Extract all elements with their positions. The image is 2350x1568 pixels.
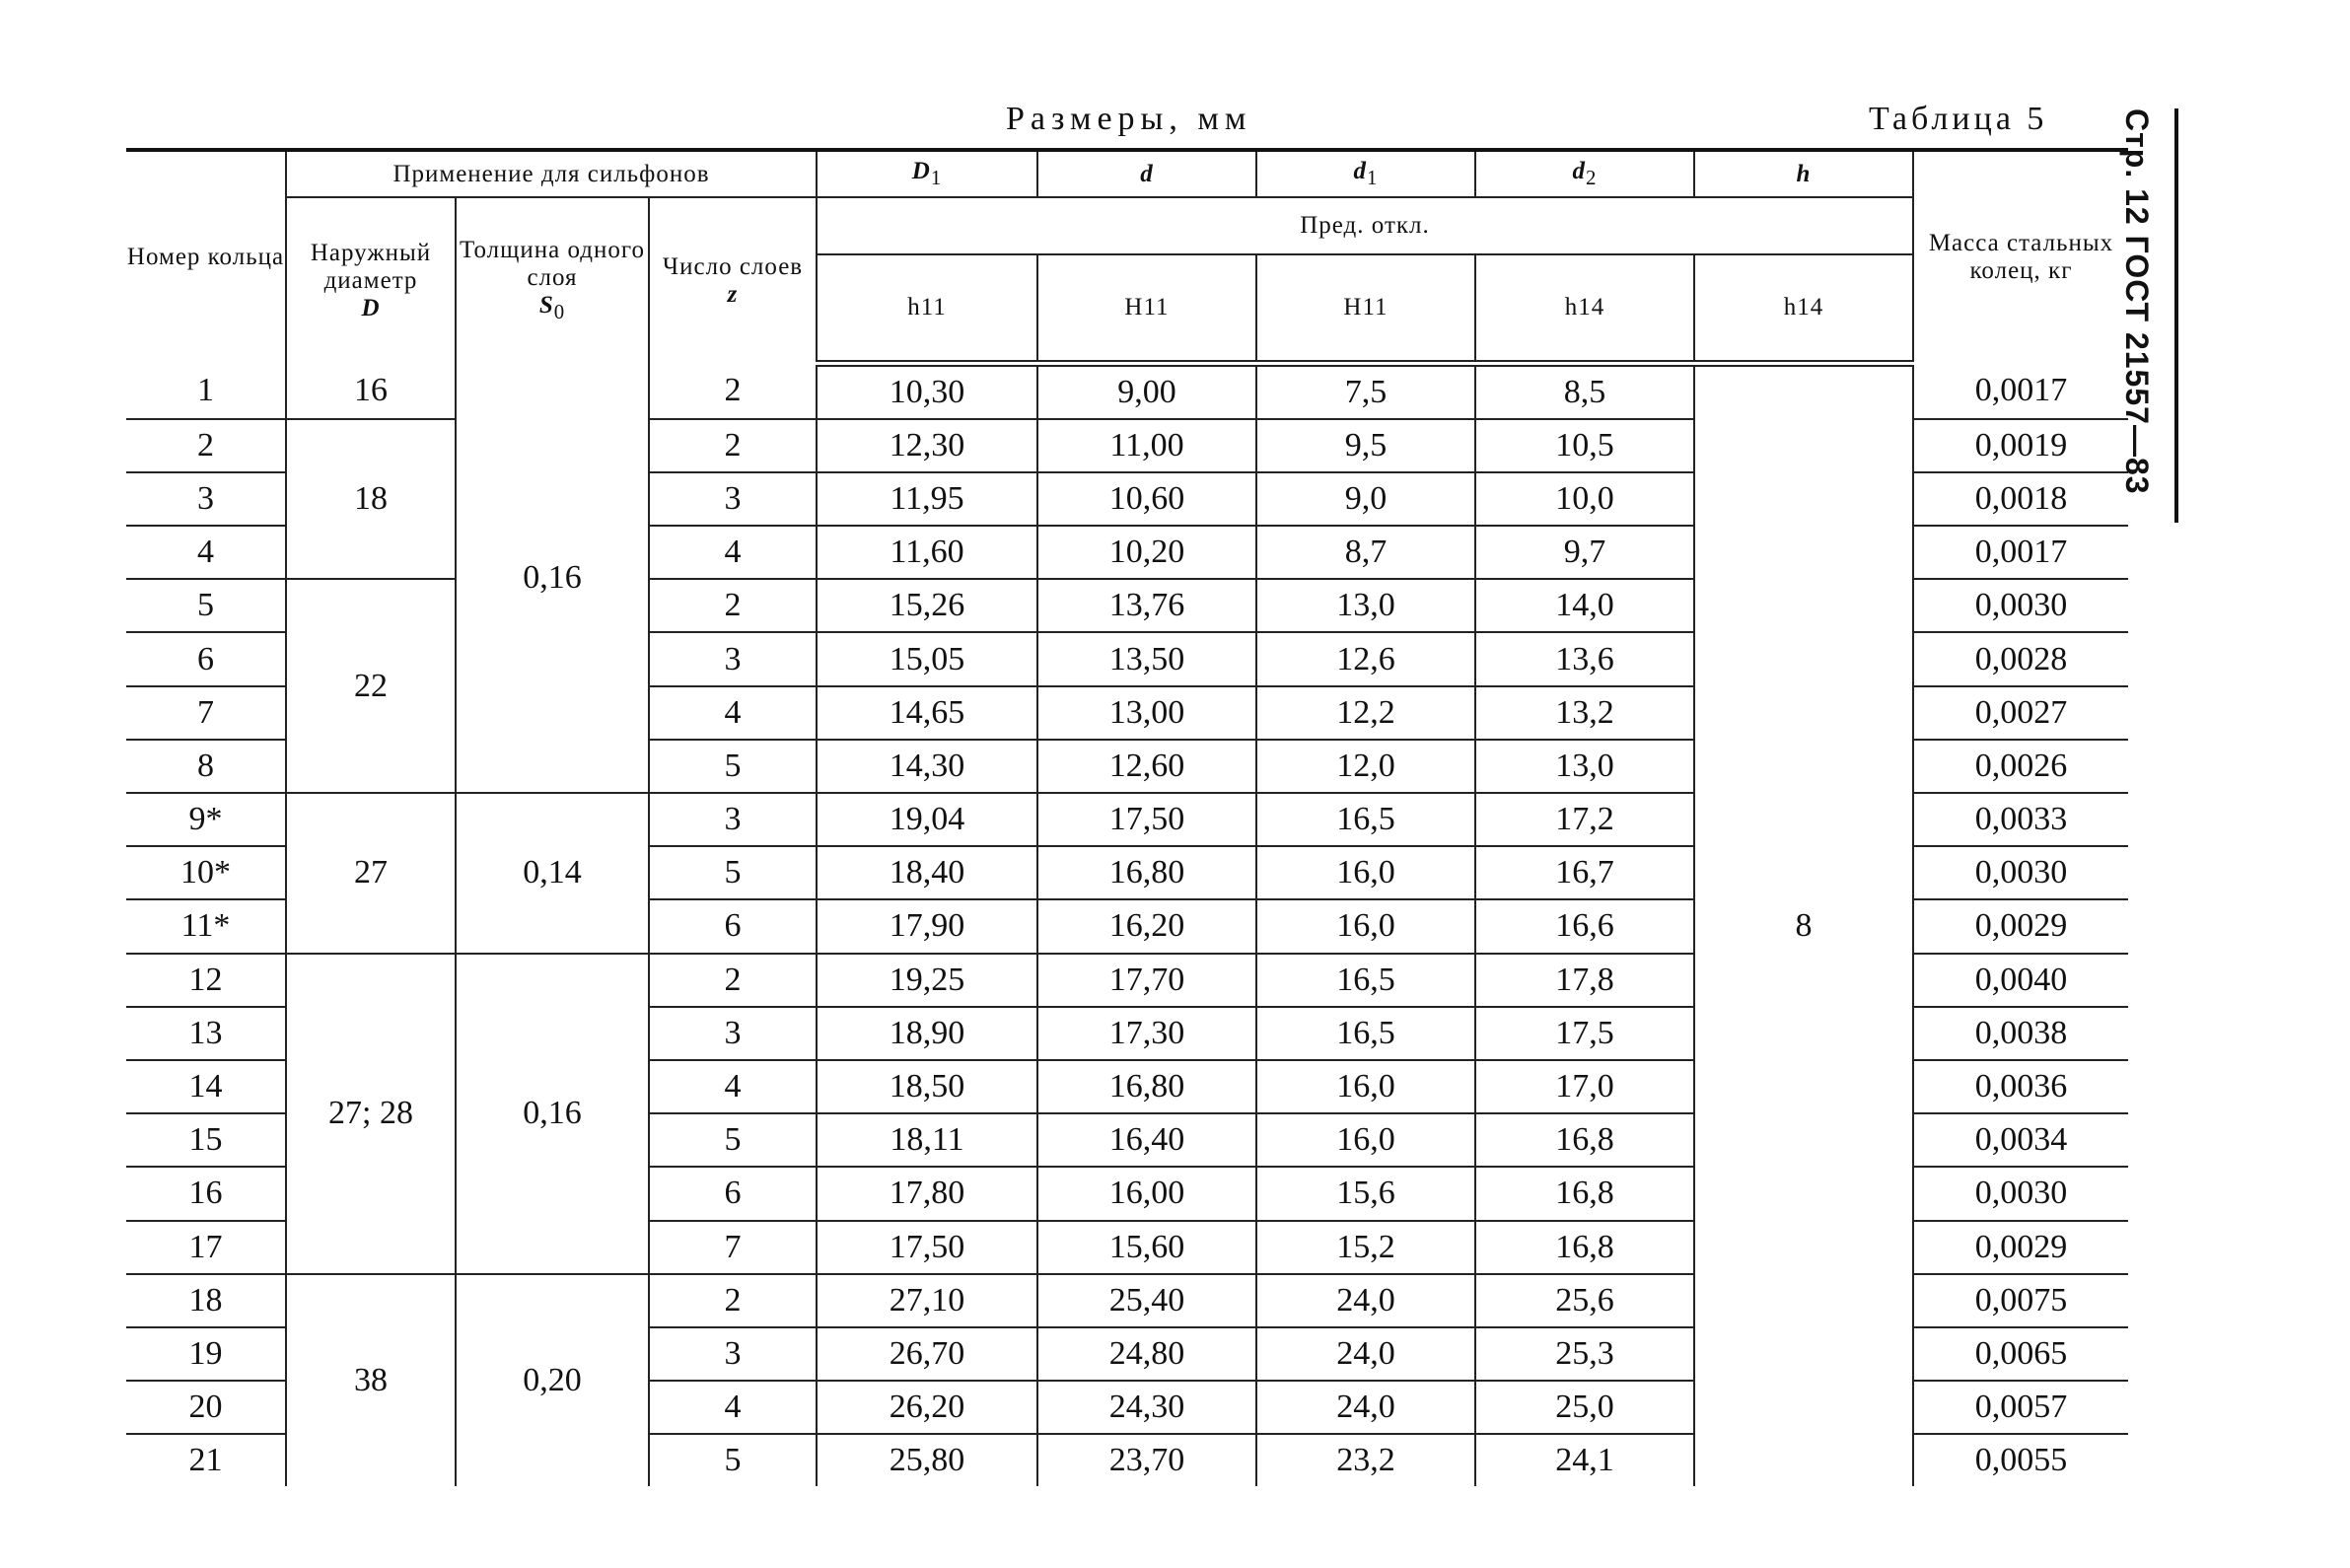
- cell-D1: 10,30: [817, 363, 1037, 419]
- cell-layers-count: 4: [649, 1381, 817, 1434]
- cell-d2: 13,6: [1475, 632, 1694, 685]
- cell-mass: 0,0038: [1913, 1007, 2128, 1060]
- cell-d2: 17,8: [1475, 954, 1694, 1007]
- cell-layers-count: 3: [649, 632, 817, 685]
- cell-ring-number: 3: [126, 472, 286, 526]
- cell-mass: 0,0057: [1913, 1381, 2128, 1434]
- cell-d2: 16,8: [1475, 1113, 1694, 1167]
- cell-d: 16,80: [1037, 846, 1256, 899]
- cell-ring-number: 6: [126, 632, 286, 685]
- cell-d: 25,40: [1037, 1274, 1256, 1327]
- cell-D1: 14,30: [817, 740, 1037, 793]
- cell-d: 16,40: [1037, 1113, 1256, 1167]
- cell-ring-number: 8: [126, 740, 286, 793]
- cell-d: 15,60: [1037, 1221, 1256, 1274]
- cell-h: 8: [1694, 363, 1913, 1486]
- cell-layers-count: 4: [649, 526, 817, 579]
- cell-layers-count: 3: [649, 793, 817, 846]
- header-layers-count: Число слоев z: [649, 197, 817, 363]
- cell-layers-count: 6: [649, 899, 817, 953]
- cell-D1: 26,20: [817, 1381, 1037, 1434]
- cell-d: 24,30: [1037, 1381, 1256, 1434]
- cell-mass: 0,0030: [1913, 846, 2128, 899]
- cell-layers-count: 2: [649, 1274, 817, 1327]
- table-body: [126, 363, 2128, 1486]
- cell-d: 13,76: [1037, 579, 1256, 632]
- cell-d2: 8,5: [1475, 363, 1694, 419]
- cell-D1: 18,50: [817, 1060, 1037, 1113]
- cell-mass: 0,0055: [1913, 1434, 2128, 1486]
- cell-layers-count: 3: [649, 1327, 817, 1381]
- cell-ring-number: 15: [126, 1113, 286, 1167]
- cell-ring-number: 1: [126, 363, 286, 419]
- cell-d2: 9,7: [1475, 526, 1694, 579]
- cell-ring-number: 12: [126, 954, 286, 1007]
- cell-d: 16,00: [1037, 1167, 1256, 1220]
- cell-d2: 16,7: [1475, 846, 1694, 899]
- cell-ring-number: 18: [126, 1274, 286, 1327]
- cell-mass: 0,0018: [1913, 472, 2128, 526]
- cell-d2: 24,1: [1475, 1434, 1694, 1486]
- cell-mass: 0,0017: [1913, 363, 2128, 419]
- cell-layers-count: 7: [649, 1221, 817, 1274]
- cell-mass: 0,0027: [1913, 686, 2128, 740]
- cell-outer-diameter: 27; 28: [286, 954, 456, 1274]
- cell-D1: 19,04: [817, 793, 1037, 846]
- cell-layers-count: 4: [649, 686, 817, 740]
- cell-D1: 15,26: [817, 579, 1037, 632]
- cell-ring-number: 20: [126, 1381, 286, 1434]
- cell-d: 17,70: [1037, 954, 1256, 1007]
- cell-d: 24,80: [1037, 1327, 1256, 1381]
- cell-layers-count: 2: [649, 954, 817, 1007]
- cell-d2: 10,0: [1475, 472, 1694, 526]
- header-col-d: d: [1037, 150, 1256, 197]
- cell-mass: 0,0029: [1913, 899, 2128, 953]
- cell-ring-number: 11*: [126, 899, 286, 953]
- cell-d2: 25,0: [1475, 1381, 1694, 1434]
- cell-D1: 17,90: [817, 899, 1037, 953]
- cell-d: 16,20: [1037, 899, 1256, 953]
- cell-ring-number: 7: [126, 686, 286, 740]
- cell-ring-number: 9*: [126, 793, 286, 846]
- cell-outer-diameter: 18: [286, 419, 456, 580]
- header-outer-diameter: Наружный диаметр D: [286, 197, 456, 363]
- cell-d: 10,60: [1037, 472, 1256, 526]
- table-caption-dimensions: Размеры, мм: [1006, 101, 1252, 137]
- cell-d2: 16,8: [1475, 1221, 1694, 1274]
- cell-ring-number: 21: [126, 1434, 286, 1486]
- cell-ring-number: 19: [126, 1327, 286, 1381]
- tol-d1: H11: [1256, 254, 1475, 363]
- cell-d2: 25,3: [1475, 1327, 1694, 1381]
- cell-ring-number: 4: [126, 526, 286, 579]
- cell-d1: 9,0: [1256, 472, 1475, 526]
- cell-d: 17,30: [1037, 1007, 1256, 1060]
- cell-D1: 27,10: [817, 1274, 1037, 1327]
- cell-mass: 0,0026: [1913, 740, 2128, 793]
- cell-d2: 14,0: [1475, 579, 1694, 632]
- cell-d: 9,00: [1037, 363, 1256, 419]
- cell-mass: 0,0040: [1913, 954, 2128, 1007]
- cell-d2: 16,8: [1475, 1167, 1694, 1220]
- cell-d1: 12,0: [1256, 740, 1475, 793]
- tol-h: h14: [1694, 254, 1913, 363]
- cell-d2: 10,5: [1475, 419, 1694, 472]
- cell-d2: 16,6: [1475, 899, 1694, 953]
- cell-d1: 23,2: [1256, 1434, 1475, 1486]
- cell-d1: 16,0: [1256, 1060, 1475, 1113]
- cell-layers-count: 6: [649, 1167, 817, 1220]
- cell-mass: 0,0028: [1913, 632, 2128, 685]
- cell-layers-count: 5: [649, 740, 817, 793]
- cell-d1: 24,0: [1256, 1274, 1475, 1327]
- cell-ring-number: 17: [126, 1221, 286, 1274]
- cell-layer-thickness: 0,20: [456, 1274, 649, 1487]
- cell-mass: 0,0075: [1913, 1274, 2128, 1327]
- header-col-D1: $D_1$: [817, 150, 1037, 197]
- cell-d2: 17,0: [1475, 1060, 1694, 1113]
- cell-d: 16,80: [1037, 1060, 1256, 1113]
- tol-D1: h11: [817, 254, 1037, 363]
- cell-outer-diameter: 22: [286, 579, 456, 793]
- cell-d: 17,50: [1037, 793, 1256, 846]
- cell-layer-thickness: 0,16: [456, 363, 649, 793]
- header-col-d2: $d_2$: [1475, 150, 1694, 197]
- cell-d1: 24,0: [1256, 1381, 1475, 1434]
- cell-layers-count: 2: [649, 363, 817, 419]
- cell-d: 13,00: [1037, 686, 1256, 740]
- tol-d2: h14: [1475, 254, 1694, 363]
- cell-outer-diameter: 16: [286, 363, 456, 419]
- header-ring-number: Номер кольца: [126, 150, 286, 363]
- cell-d: 12,60: [1037, 740, 1256, 793]
- page-side-rule: [2174, 108, 2178, 523]
- cell-ring-number: 5: [126, 579, 286, 632]
- header-mass: Масса стальных колец, кг: [1913, 150, 2128, 363]
- header-application: Применение для сильфонов: [286, 150, 817, 197]
- cell-layers-count: 3: [649, 1007, 817, 1060]
- cell-ring-number: 13: [126, 1007, 286, 1060]
- cell-d2: 17,2: [1475, 793, 1694, 846]
- cell-D1: 18,40: [817, 846, 1037, 899]
- cell-D1: 11,95: [817, 472, 1037, 526]
- cell-d: 10,20: [1037, 526, 1256, 579]
- cell-mass: 0,0019: [1913, 419, 2128, 472]
- cell-ring-number: 10*: [126, 846, 286, 899]
- cell-layer-thickness: 0,14: [456, 793, 649, 954]
- cell-layer-thickness: 0,16: [456, 954, 649, 1274]
- cell-layers-count: 3: [649, 472, 817, 526]
- cell-mass: 0,0036: [1913, 1060, 2128, 1113]
- cell-d2: 17,5: [1475, 1007, 1694, 1060]
- cell-d2: 25,6: [1475, 1274, 1694, 1327]
- cell-d2: 13,0: [1475, 740, 1694, 793]
- header-col-d1: $d_1$: [1256, 150, 1475, 197]
- cell-layers-count: 4: [649, 1060, 817, 1113]
- cell-ring-number: 16: [126, 1167, 286, 1220]
- cell-layers-count: 2: [649, 579, 817, 632]
- cell-layers-count: 5: [649, 1434, 817, 1486]
- cell-d1: 7,5: [1256, 363, 1475, 419]
- cell-mass: 0,0034: [1913, 1113, 2128, 1167]
- cell-D1: 17,50: [817, 1221, 1037, 1274]
- tol-d: H11: [1037, 254, 1256, 363]
- cell-ring-number: 2: [126, 419, 286, 472]
- cell-outer-diameter: 27: [286, 793, 456, 954]
- cell-D1: 15,05: [817, 632, 1037, 685]
- cell-d1: 16,0: [1256, 1113, 1475, 1167]
- table-header: [126, 150, 2128, 363]
- cell-D1: 26,70: [817, 1327, 1037, 1381]
- cell-d1: 16,5: [1256, 793, 1475, 846]
- cell-d1: 15,2: [1256, 1221, 1475, 1274]
- gost-table-5: [126, 148, 2128, 1486]
- cell-d: 11,00: [1037, 419, 1256, 472]
- cell-d1: 16,0: [1256, 899, 1475, 953]
- cell-mass: 0,0033: [1913, 793, 2128, 846]
- cell-d1: 9,5: [1256, 419, 1475, 472]
- cell-mass: 0,0030: [1913, 579, 2128, 632]
- cell-d1: 24,0: [1256, 1327, 1475, 1381]
- cell-d1: 12,2: [1256, 686, 1475, 740]
- cell-D1: 14,65: [817, 686, 1037, 740]
- header-layer-thickness: Толщина одного слоя $S_0$: [456, 197, 649, 363]
- cell-d1: 16,0: [1256, 846, 1475, 899]
- cell-D1: 17,80: [817, 1167, 1037, 1220]
- cell-d: 23,70: [1037, 1434, 1256, 1486]
- cell-d2: 13,2: [1475, 686, 1694, 740]
- header-tolerance: Пред. откл.: [817, 197, 1913, 254]
- header-col-h: h: [1694, 150, 1913, 197]
- cell-mass: 0,0017: [1913, 526, 2128, 579]
- cell-layers-count: 5: [649, 1113, 817, 1167]
- cell-D1: 25,80: [817, 1434, 1037, 1486]
- cell-mass: 0,0030: [1913, 1167, 2128, 1220]
- cell-d1: 12,6: [1256, 632, 1475, 685]
- table-row: [126, 363, 2128, 419]
- cell-D1: 11,60: [817, 526, 1037, 579]
- cell-D1: 12,30: [817, 419, 1037, 472]
- table-number-label: Таблица 5: [1869, 101, 2048, 137]
- cell-d1: 16,5: [1256, 954, 1475, 1007]
- cell-d1: 13,0: [1256, 579, 1475, 632]
- cell-D1: 18,90: [817, 1007, 1037, 1060]
- cell-d: 13,50: [1037, 632, 1256, 685]
- cell-D1: 18,11: [817, 1113, 1037, 1167]
- cell-d1: 8,7: [1256, 526, 1475, 579]
- cell-d1: 16,5: [1256, 1007, 1475, 1060]
- page-side-header: Стр. 12 ГОСТ 21557—83: [2119, 108, 2155, 495]
- cell-layers-count: 5: [649, 846, 817, 899]
- cell-ring-number: 14: [126, 1060, 286, 1113]
- cell-d1: 15,6: [1256, 1167, 1475, 1220]
- cell-mass: 0,0065: [1913, 1327, 2128, 1381]
- cell-mass: 0,0029: [1913, 1221, 2128, 1274]
- cell-layers-count: 2: [649, 419, 817, 472]
- cell-D1: 19,25: [817, 954, 1037, 1007]
- cell-outer-diameter: 38: [286, 1274, 456, 1487]
